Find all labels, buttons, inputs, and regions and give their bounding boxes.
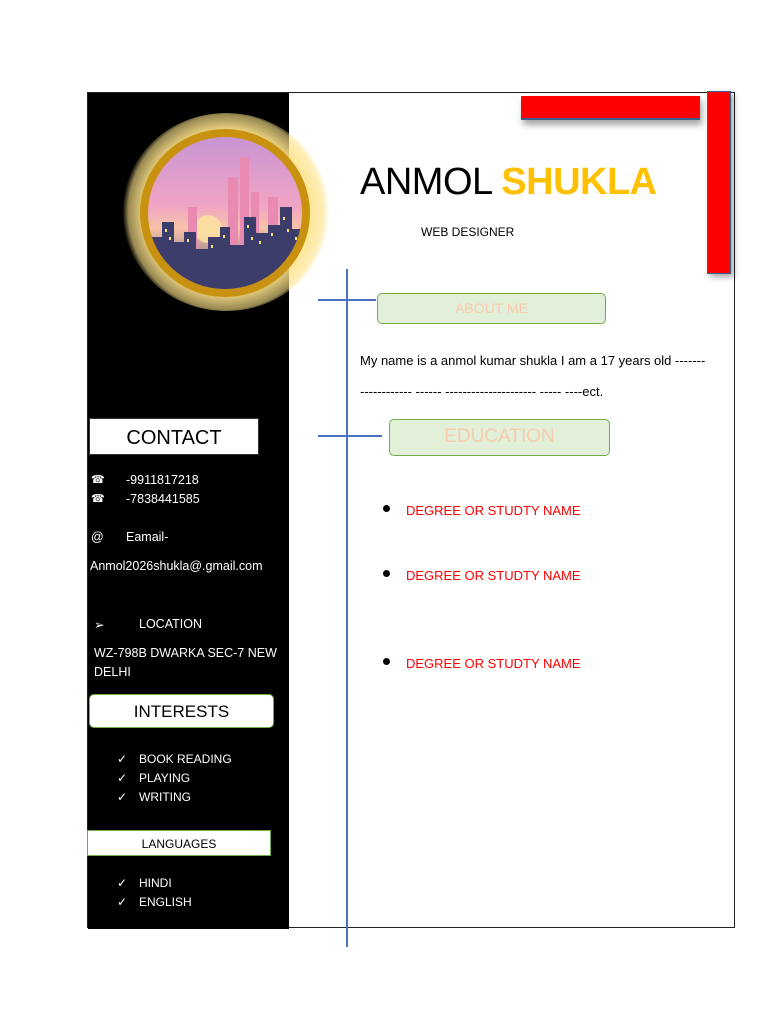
education-item (383, 568, 581, 583)
location-label: LOCATION (139, 617, 202, 631)
phone-number: -9911817218 (126, 473, 199, 487)
profile-photo (148, 137, 302, 289)
phone-icon: ☎ (91, 493, 105, 505)
list-item: ✓ BOOK READING (117, 750, 232, 769)
list-item: ✓ HINDI (117, 874, 192, 893)
list-item: ✓ ENGLISH (117, 893, 192, 912)
interests-heading: INTERESTS (89, 694, 274, 728)
last-name: SHUKLA (501, 161, 657, 203)
check-icon: ✓ (117, 771, 128, 785)
timeline-connector-about (318, 299, 376, 301)
about-line-2: ------------ ------ --------------------- ----- ----ect. (360, 384, 604, 399)
about-line-1: My name is a anmol kumar shukla I am a 17 years old ------- (360, 353, 706, 368)
email-label: Eamail- (126, 530, 169, 544)
bullet-icon (383, 570, 390, 577)
city-skyline-image (148, 137, 302, 289)
interests-list (117, 750, 232, 807)
education-item-text: DEGREE OR STUDTY NAME (406, 568, 581, 583)
timeline-vertical-line (346, 269, 348, 947)
about-me-text (360, 345, 730, 407)
check-icon: ✓ (117, 876, 128, 890)
address-line-2: DELHI (94, 665, 131, 679)
education-item-text: DEGREE OR STUDTY NAME (406, 656, 581, 671)
at-icon: @ (91, 530, 104, 544)
red-accent-bar-horizontal (521, 96, 700, 120)
address-line-1: WZ-798B DWARKA SEC-7 NEW (94, 646, 277, 660)
job-title: WEB DESIGNER (421, 225, 515, 239)
phone-number: -7838441585 (126, 492, 200, 506)
contact-heading: CONTACT (89, 418, 259, 455)
education-item (383, 503, 581, 518)
check-icon: ✓ (117, 790, 128, 804)
education-item-text: DEGREE OR STUDTY NAME (406, 503, 581, 518)
list-item: ✓ PLAYING (117, 769, 232, 788)
check-icon: ✓ (117, 752, 128, 766)
timeline-connector-education (318, 435, 382, 437)
list-item: ✓ WRITING (117, 788, 232, 807)
check-icon: ✓ (117, 895, 128, 909)
education-item (383, 656, 581, 671)
email-address[interactable]: Anmol2026shukla@.gmail.com (90, 559, 263, 573)
arrow-icon: ➢ (94, 618, 105, 632)
education-heading: EDUCATION (389, 419, 610, 456)
bullet-icon (383, 505, 390, 512)
resume-name (360, 160, 657, 204)
about-me-heading: ABOUT ME (377, 293, 606, 324)
languages-heading: LANGUAGES (87, 830, 271, 856)
bullet-icon (383, 658, 390, 665)
phone-icon: ☎ (91, 474, 105, 486)
languages-list (117, 874, 192, 912)
red-accent-bar-vertical (707, 91, 731, 274)
first-name: ANMOL (360, 161, 492, 203)
